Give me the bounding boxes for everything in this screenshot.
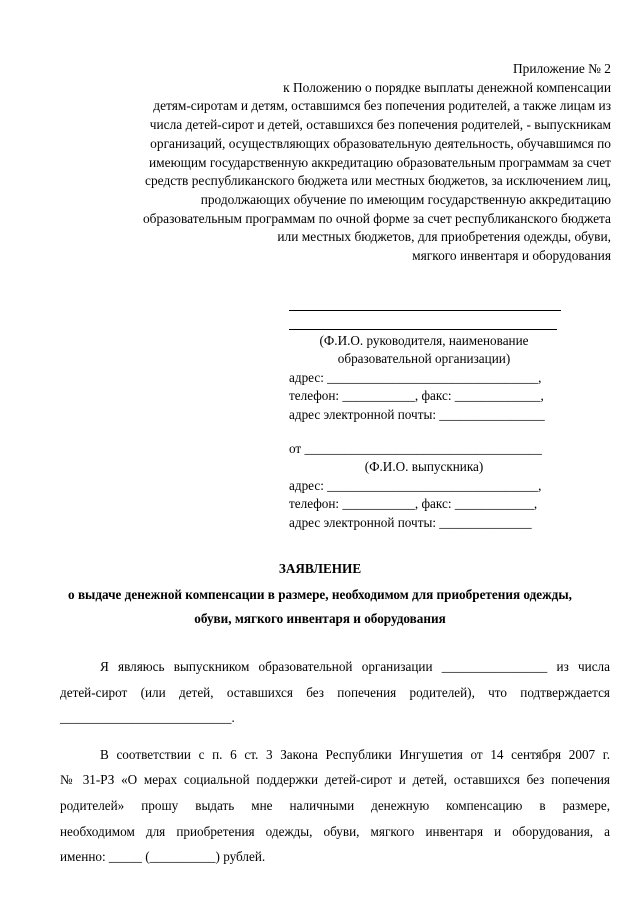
addressee-block <box>289 300 579 532</box>
appendix-line: средств республиканского бюджета или местных бюджетов, за исключением лиц, <box>145 173 611 189</box>
appendix-line: числа детей-сирот и детей, оставшихся без попечения родителей, - выпускникам <box>149 117 611 133</box>
from-graduate-field[interactable]: от ____________________________________ <box>289 441 542 457</box>
confirmation-document-field[interactable]: __________________________. <box>60 710 235 726</box>
appendix-line: организаций, осуществляющих образовательную деятельность, обучавшимся по <box>150 135 611 151</box>
head-phone-fax-field[interactable]: телефон: ___________, факс: _____________, <box>289 388 544 404</box>
compensation-amount-field[interactable]: именно: _____ (__________) рублей. <box>60 849 266 865</box>
appendix-number: Приложение № 2 <box>512 61 611 76</box>
statement-subtitle-line-1: о выдаче денежной компенсации в размере, необходимом для приобретения одежды, <box>68 587 572 602</box>
organization-name-field[interactable] <box>289 319 557 330</box>
head-caption: (Ф.И.О. руководителя, наименование <box>319 333 529 348</box>
graduate-phone-fax-field[interactable]: телефон: ___________, факс: ____________, <box>289 496 538 512</box>
appendix-line: или местных бюджетов, для приобретения одежды, обуви, <box>277 229 611 245</box>
paragraph-request <box>60 742 610 870</box>
body-line: необходимом для приобретения одежды, обуви, мягкого инвентаря и оборудования, а <box>60 823 610 839</box>
appendix-line: к Положению о порядке выплаты денежной компенсации <box>283 79 611 95</box>
graduate-address-field[interactable]: адрес: ________________________________, <box>289 477 542 493</box>
appendix-line: имеющим государственную аккредитацию образовательным программам за счет <box>148 154 611 170</box>
statement-body <box>60 654 610 870</box>
body-line: детей-сирот (или детей, оставшихся без попечения родителей), что подтверждается <box>60 684 610 700</box>
body-line: № 31-РЗ «О мерах социальной поддержки детей-сирот и детей, оставшихся без попечения <box>60 772 610 788</box>
organization-caption: образовательной организации) <box>337 351 511 367</box>
appendix-line: детям-сиротам и детям, оставшимся без попечения родителей, а также лицам из <box>153 98 611 114</box>
graduate-email-field[interactable]: адрес электронной почты: ______________ <box>289 514 532 530</box>
body-line: В соответствии с п. 6 ст. 3 Закона Республики Ингушетия от 14 сентября 2007 г. <box>100 746 610 762</box>
head-address-field[interactable]: адрес: ________________________________, <box>289 369 542 385</box>
graduate-caption: (Ф.И.О. выпускника) <box>364 459 484 475</box>
appendix-line: образовательным программам по очной форме за счет республиканского бюджета <box>142 210 611 226</box>
paragraph-graduate-status <box>60 654 610 731</box>
statement-subtitle-line-2: обуви, мягкого инвентаря и оборудования <box>194 611 446 626</box>
appendix-header <box>60 60 611 266</box>
head-name-field[interactable] <box>289 300 561 311</box>
appendix-line: продолжающих обучение по имеющим государственную аккредитацию <box>200 191 611 207</box>
statement-title: ЗАЯВЛЕНИЕ <box>278 561 362 576</box>
body-line: родителей» прошу выдать мне наличными денежную компенсацию в размере, <box>60 797 610 813</box>
appendix-line: мягкого инвентаря и оборудования <box>412 248 611 264</box>
body-line: Я являюсь выпускником образовательной организации ________________ из числа <box>100 659 610 674</box>
head-email-field[interactable]: адрес электронной почты: ________________ <box>289 406 545 422</box>
